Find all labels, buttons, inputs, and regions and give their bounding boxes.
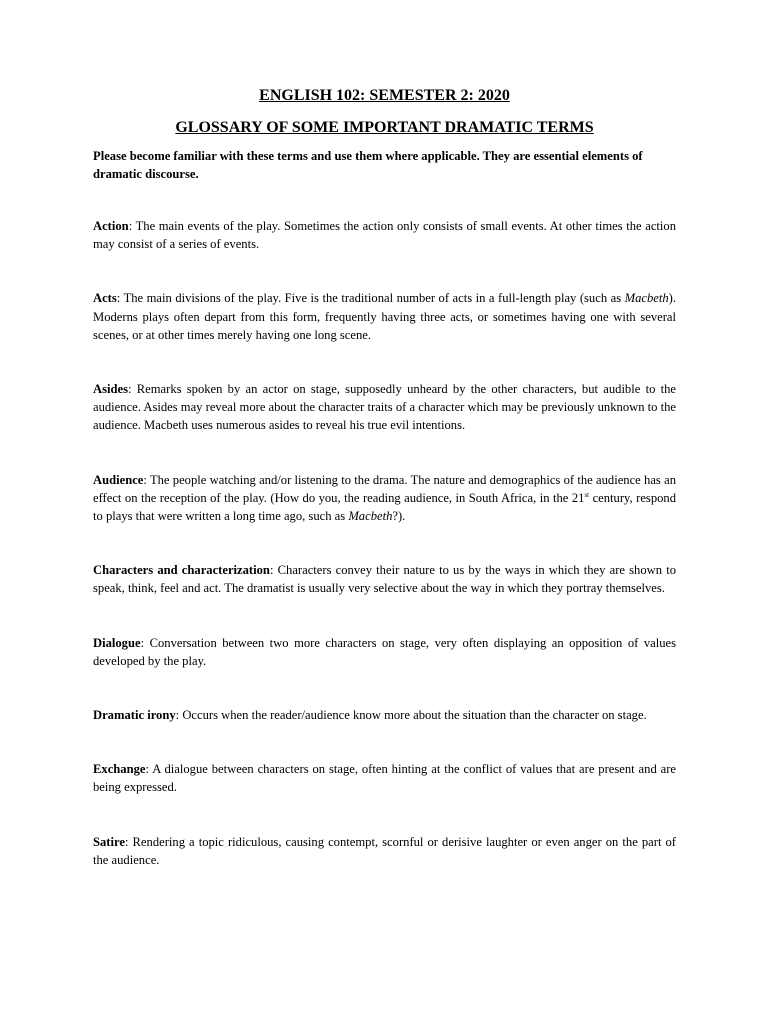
term-name: Asides [93, 382, 128, 397]
term-characters: Characters and characterization: Characters convey their nature to us by the ways in which they are shown to speak, think, feel and act. The dramatist is usually very selective about the way in which they portray themselves. [93, 563, 677, 596]
ordinal-suffix: st [584, 490, 590, 499]
term-name: Exchange [93, 762, 146, 777]
term-acts: Acts: The main divisions of the play. Five is the traditional number of acts in a full-length play (such as Macbeth). Moderns plays often depart from this form, frequently having three acts, or sometimes having one with several scenes, or at other times merely having one long scene. [93, 291, 677, 342]
italic-title: Macbeth [624, 291, 669, 306]
term-definition: The main divisions of the play. Five is the traditional number of acts in a full-length play (such as [123, 291, 625, 306]
course-heading: ENGLISH 102: SEMESTER 2: 2020 [259, 87, 510, 104]
term-name: Dialogue [93, 635, 141, 650]
term-name: Satire [93, 834, 125, 849]
term-name: Action [93, 219, 129, 233]
term-definition: Remarks spoken by an actor on stage, supposedly unheard by the other characters, but audible to the audience. Asides may reveal more about the character traits of a character which may be previously unknown to the audience. Macbeth uses numerous asides to reveal his true evil intentions. [93, 382, 676, 433]
italic-title: Macbeth [348, 509, 393, 524]
term-name: Dramatic irony [93, 708, 176, 723]
term-definition: The main events of the play. Sometimes the action only consists of small events. At other times the action may consist of a series of events. [93, 219, 677, 252]
term-dialogue: Dialogue: Conversation between two more characters on stage, very often displaying an opposition of values developed by the play. [93, 635, 676, 668]
term-action: Action: The main events of the play. Sometimes the action only consists of small events. At other times the action may consist of a series of events. [93, 219, 677, 252]
term-audience: Audience: The people watching and/or listening to the drama. The nature and demographics of the audience has an effect on the reception of the play. (How do you, the reading audience, in South Africa, in the 21st century, respond to plays that were written a long time ago, such as Macbeth?). [93, 472, 677, 524]
term-definition: Characters convey their nature to us by the ways in which they are shown to speak, think, feel and act. The dramatist is usually very selective about the way in which they portray themselves. [93, 563, 677, 596]
term-name: Characters and characterization [93, 563, 270, 578]
term-exchange: Exchange: A dialogue between characters on stage, often hinting at the conflict of values that are present and are being expressed. [93, 762, 676, 795]
term-name: Audience [93, 472, 144, 487]
term-definition-end: ?). [392, 509, 406, 524]
term-definition-cont: ). Moderns plays often depart from this form, frequently having three acts, or sometimes having one with several scenes, or at other times merely having one long scene. [93, 291, 677, 342]
term-definition: Rendering a topic ridiculous, causing contempt, scornful or derisive laughter or even anger on the part of the audience. [93, 834, 676, 867]
term-satire: Satire: Rendering a topic ridiculous, causing contempt, scornful or derisive laughter or even anger on the part of the audience. [93, 834, 676, 867]
glossary-heading: GLOSSARY OF SOME IMPORTANT DRAMATIC TERMS [175, 119, 594, 136]
term-definition: The people watching and/or listening to the drama. The nature and demographics of the audience has an effect on the reception of the play. (How do you, the reading audience, in South Africa, in the 21 [93, 472, 677, 505]
term-asides: Asides: Remarks spoken by an actor on stage, supposedly unheard by the other characters, but audible to the audience. Asides may reveal more about the character traits of a character which may be previously unknown to the audience. Macbeth uses numerous asides to reveal his true evil intentions. [93, 382, 676, 433]
term-definition: Occurs when the reader/audience know more about the situation than the character on stage. [182, 708, 647, 723]
intro-paragraph: Please become familiar with these terms and use them where applicable. They are essential elements of dramatic discourse. [93, 149, 643, 181]
term-name: Acts [93, 291, 117, 306]
term-definition: Conversation between two more characters on stage, very often displaying an opposition of values developed by the play. [93, 635, 676, 668]
term-definition-cont: century, respond to plays that were written a long time ago, such as [93, 490, 677, 524]
term-definition: A dialogue between characters on stage, often hinting at the conflict of values that are present and are being expressed. [93, 762, 676, 795]
term-dramatic-irony: Dramatic irony: Occurs when the reader/audience know more about the situation than the character on stage. [93, 708, 647, 723]
